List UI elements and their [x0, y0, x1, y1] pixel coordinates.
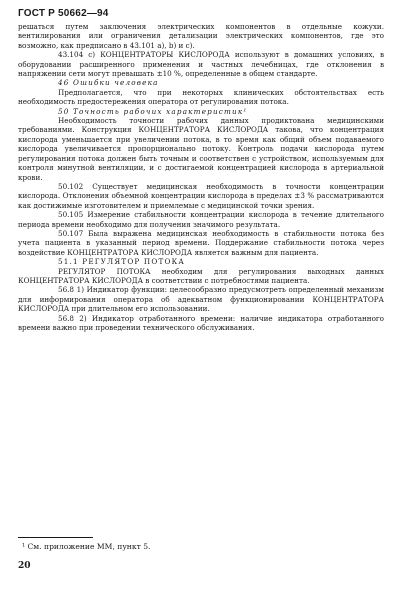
page-number: 20 [18, 561, 31, 571]
paragraph: 50.107 Была выражена медицинская необходимость в стабильности потока без учета пациента в указанный период времени. Поддержание стабильности потока через воздействие КОНЦЕНТРАТОРА КИСЛОРОДА является важным для пациента. [18, 228, 384, 257]
paragraph: 56.8 2) Индикатор отработанного времени: наличие индикатора отработанного времени важно при проведении технического обслуживания. [18, 313, 384, 332]
paragraph: РЕГУЛЯТОР ПОТОКА необходим для регулирования выходных данных КОНЦЕНТРАТОРА КИСЛОРОДА в соответствии с потребностями пациента. [18, 266, 384, 285]
footnote: ¹ См. приложение ММ, пункт 5. [22, 542, 151, 551]
paragraph: решаться путем заключения электрических компонентов в отдельные кожухи. вентилирования или ограничения детализации электрических компонентов, где это возможно, как предписано в 43.101 а), b) и с). [18, 22, 384, 50]
section-heading: 46 Ошибки человека [58, 78, 159, 88]
section-heading: 50 Точность рабочих характеристик¹ [58, 106, 248, 116]
document-header: ГОСТ Р 50662—94 [18, 8, 109, 19]
paragraph: Предполагается, что при некоторых клинических обстоятельствах есть необходимость предостережения оператора от регулирования потока. [18, 87, 384, 107]
paragraph: Необходимость точности рабочих данных продиктована медицинскими требованиями. Конструкция КОНЦЕНТРАТОРА КИСЛОРОДА такова, что концентрация кислорода уменьшается при увеличении потока, в то время как общий объем подаваемого кислорода увеличивается пропорционально потоку. Контроль подачи кислорода путем регулирования потока должен быть точным и соответствен с устройством, используемым для контроля минутной вентиляции, и с достигаемой концентрацией кислорода в артериальной крови. [18, 116, 384, 182]
paragraph: 50.105 Измерение стабильности концентрации кислорода в течение длительного периода времени необходимо для получения значимого результата. [18, 210, 384, 229]
paragraph: 56.8 1) Индикатор функции: целесообразно предусмотреть определенный механизм для информирования оператора об адекватном функционировании КОНЦЕНТРАТОРА КИСЛОРОДА при длительном его использовании. [18, 285, 384, 314]
document-body [18, 22, 384, 332]
section-heading: 51.1 РЕГУЛЯТОР ПОТОКА [58, 257, 185, 267]
paragraph: 43.104 с) КОНЦЕНТРАТОРЫ КИСЛОРОДА используют в домашних условиях, в оборудовании расширенного применения и частных лечебницах, где отклонения в напряжении сети могут превышать ±10 %, определенные в общем стандарте. [18, 50, 384, 79]
footnote-divider [18, 537, 93, 538]
paragraph: 50.102 Существует медицинская необходимость в точности концентрации кислорода. Отклонения объемной концентрации кислорода в пределах ±3 % рассматриваются как достижимые изготовителем и приемлемые с медицинской точки зрения. [18, 181, 384, 210]
